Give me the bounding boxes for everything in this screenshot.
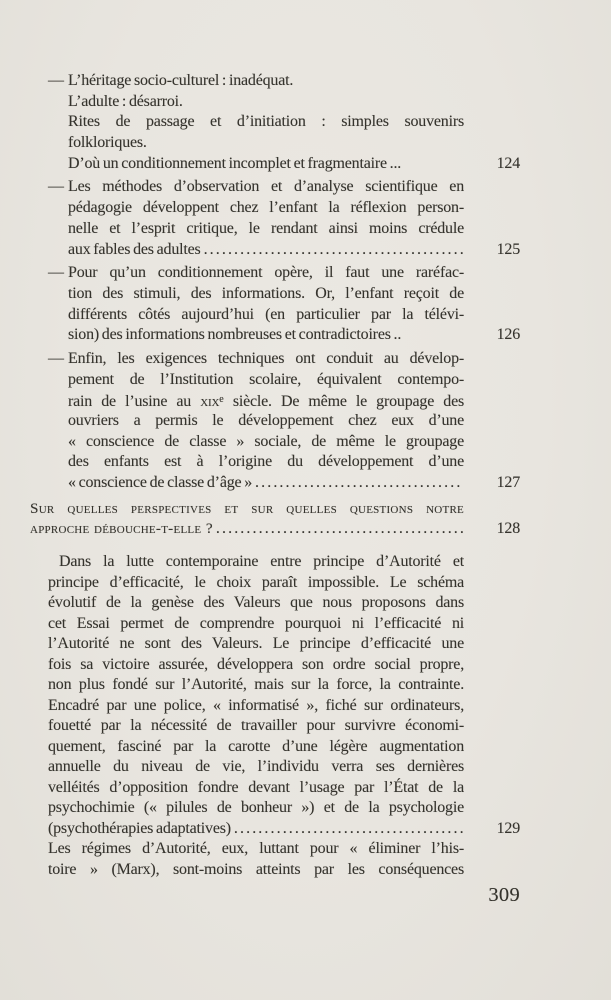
- paragraph-line: Dans la lutte contemporaine entre principe d’Autorité et: [59, 553, 464, 571]
- toc-line: Pour qu’un conditionnement opère, il faut une raréfac-: [68, 264, 464, 282]
- toc-line: différents côtés aujourd’hui (en particulier par la télévi-: [68, 305, 464, 323]
- paragraph-line: toire » (Marx), sont-moins atteints par les conséquences: [48, 860, 464, 878]
- page-number: 309: [488, 884, 520, 906]
- page-ref: 129: [496, 819, 520, 837]
- toc-leader-line: [68, 473, 520, 494]
- heading-line: Sur quelles perspectives et sur quelles questions notre: [30, 499, 464, 517]
- toc-line: « conscience de classe » sociale, de même le groupage: [68, 432, 464, 450]
- toc-leader-line: [68, 154, 520, 175]
- leader-dots: [255, 473, 463, 494]
- toc-line: pédagogie développent chez l’enfant la réflexion person-: [68, 199, 464, 217]
- entry-body: [68, 349, 520, 494]
- entry-dash: —: [48, 72, 64, 89]
- paragraph-line: cet Essai permet de comprendre pourquoi ni l’efficacité ni: [48, 614, 464, 632]
- toc-line: tion des stimuli, des informations. Or, l’enfant reçoit de: [68, 284, 464, 302]
- paragraph-line: l’Autorité ne sont des Valeurs. Le principe d’efficacité une: [48, 635, 464, 653]
- heading-leader-line: [30, 519, 520, 540]
- paragraph-line: velléités d’opposition fondre devant l’usage par l’État de la: [48, 778, 464, 796]
- toc-line: des enfants est à l’origine du développement d’une: [68, 453, 464, 471]
- page-ref: 127: [496, 474, 520, 492]
- toc-leader-line: [68, 240, 520, 261]
- ordinal-superscript: e: [219, 394, 224, 406]
- toc-leader-line: [68, 325, 520, 346]
- paragraph-line: Encadré par une police, « informatisé », fiché sur ordinateurs,: [48, 696, 464, 714]
- roman-numeral: xix: [200, 393, 220, 411]
- toc-line: L’héritage socio-culturel : inadéquat.: [68, 72, 294, 89]
- entry-body: [68, 263, 520, 346]
- toc-line: nelle et l’esprit critique, le rendant ainsi moins crédule: [68, 219, 464, 237]
- toc-line: sion) des informations nombreuses et contradictoires ..: [68, 326, 402, 344]
- toc-line: D’où un conditionnement incomplet et fragmentaire ...: [68, 154, 402, 172]
- page-ref: 125: [496, 240, 520, 258]
- toc-line: Rites de passage et d’initiation : simples souvenirs: [68, 113, 464, 131]
- paragraph-line: (psychothérapies adaptatives): [48, 819, 231, 837]
- entry-body: [68, 177, 520, 260]
- toc-line: pement de l’Institution scolaire, équivalent contempo-: [68, 370, 464, 388]
- entry-dash: —: [48, 264, 64, 282]
- leader-dots: [204, 240, 463, 261]
- paragraph-line: quement, fasciné par la carotte d’une légère augmentation: [48, 737, 464, 755]
- toc-entry: [48, 71, 520, 174]
- toc-line: « conscience de classe d’âge »: [68, 474, 253, 492]
- paragraph-line: annuelle du niveau de vie, l’individu verra ses dernières: [48, 758, 464, 776]
- page-ref: 126: [496, 326, 520, 344]
- toc-line: Les méthodes d’observation et d’analyse scientifique en: [68, 178, 464, 196]
- toc-section: [30, 71, 520, 880]
- toc-entry: [48, 263, 520, 346]
- toc-line: aux fables des adultes: [68, 240, 201, 258]
- leader-dots: [234, 819, 463, 840]
- paragraph-line: fouetté par la nécessité de travailler pour survivre économi-: [48, 717, 464, 735]
- paragraph-line: Les régimes d’Autorité, eux, luttant pour « éliminer l’his-: [48, 840, 464, 858]
- toc-entry: [48, 349, 520, 494]
- paragraph-line: non plus fondé sur l’Autorité, mais sur la force, la contrainte.: [48, 676, 464, 694]
- entry-body: [68, 71, 520, 174]
- toc-line: L’adulte : désarroi.: [68, 92, 183, 110]
- heading-line: approche débouche-t-elle ?: [30, 520, 213, 538]
- leader-dots: [216, 519, 463, 540]
- toc-line: Enfin, les exigences techniques ont conduit au dévelop-: [68, 349, 464, 367]
- page-ref: 128: [496, 520, 520, 538]
- section-heading: [30, 499, 520, 540]
- paragraph-leader-line: [48, 819, 520, 840]
- summary-paragraph: [48, 552, 520, 880]
- paragraph-line: principe d’efficacité, le choix paraît impossible. Le schéma: [48, 573, 464, 591]
- paragraph-line: évolutif de la genèse des Valeurs que nous proposons dans: [48, 594, 464, 612]
- paragraph-line: fois sa victoire assurée, développera son ordre social propre,: [48, 655, 464, 673]
- entry-dash: —: [48, 349, 64, 367]
- toc-line-part: siècle. De même le groupage des: [223, 393, 464, 411]
- toc-line: folkloriques.: [68, 134, 147, 152]
- toc-entry: [48, 177, 520, 260]
- paragraph-line: psychochimie (« pilules de bonheur ») et de la psychologie: [48, 799, 464, 817]
- page-ref: 124: [496, 154, 520, 172]
- toc-line: [68, 390, 464, 411]
- entry-dash: —: [48, 178, 64, 196]
- toc-line-part: rain de l’usine au: [68, 393, 201, 411]
- toc-line: ouvriers a permis le développement chez eux d’une: [68, 412, 464, 429]
